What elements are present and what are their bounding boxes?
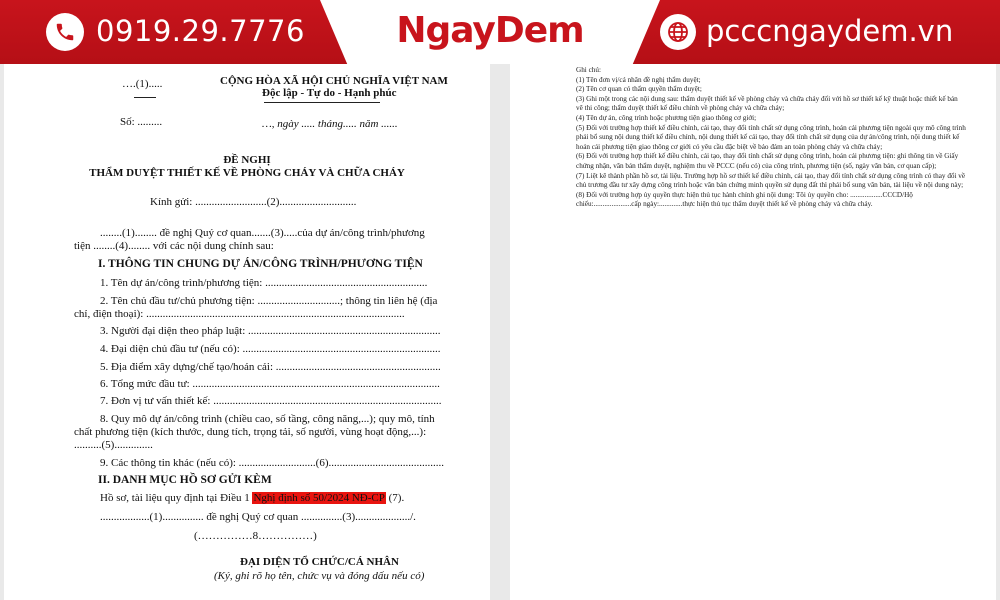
form-item: 6. Tổng mức đầu tư: .......................................................................................... xyxy=(100,378,440,390)
notes-heading: Ghi chú: xyxy=(576,66,601,74)
section-2-heading: II. DANH MỤC HỒ SƠ GỬI KÈM xyxy=(98,474,272,486)
phone-number[interactable]: 0919.29.7776 xyxy=(96,14,305,48)
globe-icon xyxy=(660,14,696,50)
representative-note: (Ký, ghi rõ họ tên, chức vụ và đóng dấu nếu có) xyxy=(214,570,425,582)
form-item: ..........(5).............. xyxy=(74,439,153,451)
form-item: 7. Đơn vị tư vấn thiết kế: ................................................................................... xyxy=(100,395,442,407)
form-item: 9. Các thông tin khác (nếu có): ............................(6).......................................... xyxy=(100,457,445,469)
request-line: ..................(1)............... đề nghị Quý cơ quan ...............(3)..................../. xyxy=(100,511,416,523)
date-line: …, ngày ..... tháng..... năm ...... xyxy=(262,118,398,130)
section-1-heading: I. THÔNG TIN CHUNG DỰ ÁN/CÔNG TRÌNH/PHƯƠNG TIỆN xyxy=(98,258,423,270)
form-item: 4. Đại diện chủ đầu tư (nếu có): ........................................................................ xyxy=(100,343,441,355)
docs-prefix: Hồ sơ, tài liệu quy định tại Điều 1 xyxy=(100,492,250,504)
nation-header: CỘNG HÒA XÃ HỘI CHỦ NGHĨA VIỆT NAM xyxy=(220,75,448,87)
docs-suffix: (7). xyxy=(388,492,405,504)
org-field: ….(1)..... xyxy=(122,78,163,90)
note-item: (5) Đối với trường hợp thiết kế điều chỉnh, cải tạo, thay đổi tính chất sử dụng công trình, hoán cải phương tiện ngoài quy mô công trình phải bổ sung nội dung thiết kế điều chỉnh, nội dung thiết kế cải tạo, thay đổi tính chất sử dụng của dự án/công trình, nội dung thiết kế hoán cải phương tiện giao thông cơ giới có yêu cầu đặc biệt về bảo đảm an toàn phòng cháy và chữa cháy; xyxy=(576,123,966,151)
docs-line xyxy=(100,492,404,505)
document-number: Số: ......... xyxy=(120,116,163,128)
brand-logo[interactable]: NgayDem xyxy=(396,10,584,51)
form-item: chỉ, điện thoại): .............................................................................................. xyxy=(74,308,405,320)
motto: Độc lập - Tự do - Hạnh phúc xyxy=(262,87,397,99)
form-item: 2. Tên chủ đầu tư/chủ phương tiện: ..............................; thông tin liên hệ (địa xyxy=(100,295,438,307)
greeting: Kính gửi: ..........................(2)............................ xyxy=(150,196,357,208)
phone-icon xyxy=(46,13,84,51)
form-item: 1. Tên dự án/công trình/phương tiện: ........................................................... xyxy=(100,277,428,289)
note-item: (8) Đối với trường hợp ủy quyền thực hiện thủ tục hành chính ghi nội dung: Tôi ủy quyền cho: ..................CCCD/Hộ chiếu:.....................cấp ngày:.............thực hiện thủ tục thẩm duyệt thiết kế về phòng cháy và chữa cháy. xyxy=(576,190,913,209)
note-item: (1) Tên đơn vị/cá nhân đề nghị thẩm duyệt; xyxy=(576,75,701,84)
intro-line-2: tiện ........(4)........ với các nội dung chính sau: xyxy=(74,240,274,252)
form-item: chất phương tiện (kích thước, dung tích, trọng tải, số người, vùng hoạt động,...): xyxy=(74,426,427,438)
org-underline xyxy=(134,97,156,98)
authorization-line: (……………8……………) xyxy=(194,530,317,542)
decree-highlight: Nghị định số 50/2024 NĐ-CP xyxy=(253,492,385,504)
representative-title: ĐẠI DIỆN TỔ CHỨC/CÁ NHÂN xyxy=(240,556,399,568)
note-item: (7) Liệt kê thành phần hồ sơ, tài liệu. Trường hợp hồ sơ thiết kế điều chỉnh, cải tạo, thay đổi tính chất sử dụng công trình có thay đổi về chủ trương đầu tư xây dựng công trình hoặc văn bản chứng minh quyền sử dụng đất thì phải bổ sung văn bản, tài liệu về nội dung này; xyxy=(576,171,966,190)
header-banner xyxy=(0,0,1000,64)
form-item: 8. Quy mô dự án/công trình (chiều cao, số tầng, công năng,...); quy mô, tính xyxy=(100,413,435,425)
motto-underline xyxy=(264,102,380,103)
note-item: (4) Tên dự án, công trình hoặc phương tiện giao thông cơ giới; xyxy=(576,113,757,122)
website-link[interactable]: pcccngaydem.vn xyxy=(706,14,954,48)
note-item: (6) Đối với trường hợp thiết kế điều chỉnh, cải tạo, thay đổi tính chất sử dụng công trình, hoán cải phương tiện: ghi thông tin về Giấy chứng nhận, văn bản thẩm duyệt, nghiệm thu về PCCC (nếu có) của công trình, phương tiện (số, ngày văn bản, cơ quan cấp); xyxy=(576,152,959,170)
note-item: (3) Ghi một trong các nội dung sau: thẩm duyệt thiết kế về phòng cháy và chữa cháy đối với hồ sơ thiết kế kỹ thuật hoặc thiết kế bản vẽ thi công; thẩm duyệt thiết kế điều chỉnh về phòng cháy và chữa cháy; xyxy=(576,94,958,113)
note-item: (2) Tên cơ quan có thẩm quyền thẩm duyệt; xyxy=(576,85,702,94)
form-item: 3. Người đại diện theo pháp luật: ...................................................................... xyxy=(100,325,441,337)
form-page xyxy=(4,64,490,600)
notes-page xyxy=(510,64,996,600)
form-item: 5. Địa điểm xây dựng/chế tạo/hoán cải: ............................................................ xyxy=(100,361,441,373)
notes-list xyxy=(576,66,966,210)
intro-line-1: ........(1)........ đề nghị Quý cơ quan.......(3).....của dự án/công trình/phương xyxy=(100,227,425,239)
form-subtitle: THẨM DUYỆT THIẾT KẾ VỀ PHÒNG CHÁY VÀ CHỮA CHÁY xyxy=(89,167,405,179)
form-title: ĐỀ NGHỊ xyxy=(223,154,271,166)
